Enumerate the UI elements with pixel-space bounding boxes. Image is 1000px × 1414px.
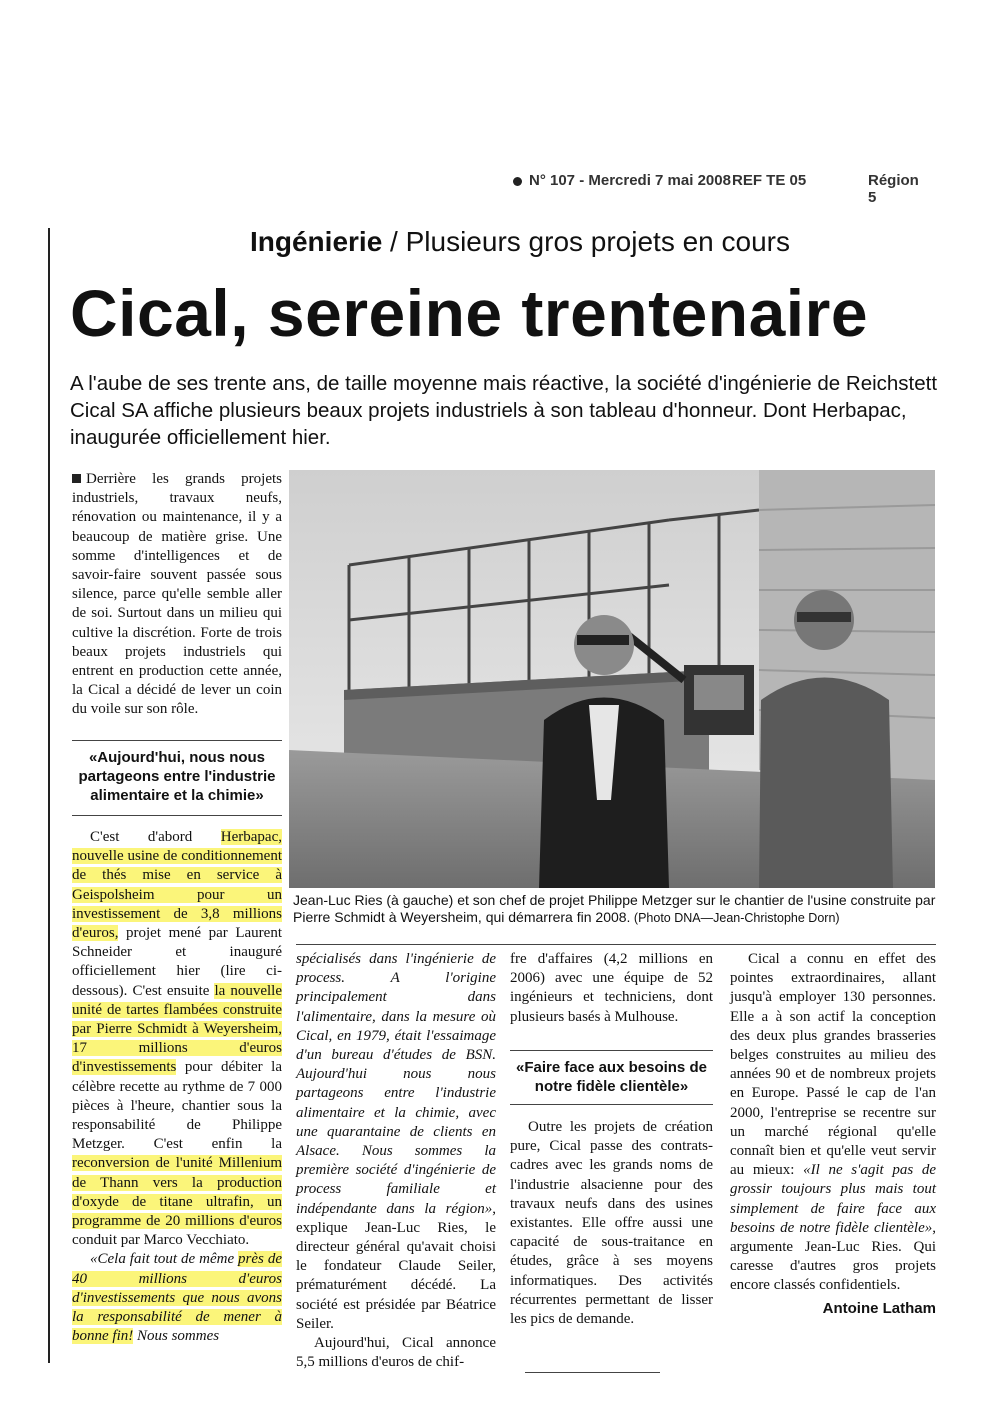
pull-quote-1: «Aujourd'hui, nous nous partageons entre l'industrie alimentaire et la chimie» xyxy=(78,749,276,804)
text-run: projet mené par Laurent Schneider et inauguré officiellement hier (lire ci-dessous). C'est ensuite xyxy=(72,925,282,999)
body-column-2 xyxy=(296,950,496,1372)
text-run: Nous sommes xyxy=(133,1328,220,1345)
issue-date: N° 107 - Mercredi 7 mai 2008 xyxy=(529,172,731,189)
highlighted-text: près de 40 millions d'euros d'investissements que nous avons la responsabilité de mener à bonne fin! xyxy=(72,1251,282,1345)
bullet-dot-icon xyxy=(513,177,522,186)
intro-text: Derrière les grands projets industriels, travaux neufs, rénovation ou maintenance, il y a beaucoup de matière grise. Une somme d'intelligences et de savoir-faire souvent passée sous silence, parce qu'elle semble aller de soi. Surtout dans un milieu qui cultive la discrétion. Forte de trois beaux projets industriels qui entrent en production cette année, la Cical a décidé de lever un coin du voile sur son rôle. xyxy=(72,471,282,718)
caption-rule xyxy=(296,944,936,945)
quote-rule-top xyxy=(72,740,282,741)
caption-text: Jean-Luc Ries (à gauche) et son chef de projet Philippe Metzger sur le chantier de l'usine construite par Pierre Schmidt à Weyersheim, qui démarrera fin 2008. xyxy=(293,892,936,925)
kicker xyxy=(250,226,810,262)
kicker-subtitle: / Plusieurs gros projets en cours xyxy=(382,226,791,257)
text-run: , explique Jean-Luc Ries, le directeur général qu'avait choisi le fondateur Claude Seiler, prématurément décédé. La société est présidée par Béatrice Seiler. xyxy=(296,1200,496,1332)
body-column-3-bottom xyxy=(510,1118,713,1329)
quote-continuation: spécialisés dans l'ingénierie de process. A l'origine principalement dans l'alimentaire, dans la mesure où Cical, en 1979, était l'essaimage d'un bureau d'études de BSN. Aujourd'hui nous nous partageons entre l'industrie alimentaire et la chimie, avec une quarantaine de clients en Alsace. Nous sommes la première société d'ingénierie de process familiale et indépendante dans la région» xyxy=(296,951,496,1217)
intro-column xyxy=(72,470,282,720)
bottom-rule xyxy=(525,1372,660,1373)
text-run: conduit par Marco Vecchiato. xyxy=(72,1232,250,1249)
photo-caption xyxy=(293,892,943,927)
highlighted-text: la nouvelle unité de tartes flambées construite par Pierre Schmidt à Weyersheim, 17 millions d'euros d'investissements xyxy=(72,982,282,1076)
square-bullet-icon xyxy=(72,474,81,483)
body-column-3-top xyxy=(510,950,713,1027)
highlighted-text: Herbapac, nouvelle usine de conditionnement de thés mise en service à Geispolsheim pour un investissement de 3,8 millions d'euros, xyxy=(72,829,282,942)
photo-credit: (Photo DNA—Jean-Christophe Dorn) xyxy=(630,911,840,925)
page-header xyxy=(505,172,925,206)
body-column-4 xyxy=(730,950,936,1296)
reference-code: REF TE 05 xyxy=(732,172,807,189)
quote2-rule-top xyxy=(510,1050,713,1051)
lead-paragraph: A l'aube de ses trente ans, de taille moyenne mais réactive, la société d'ingénierie de Reichstett Cical SA affiche plusieurs beaux projets industriels à son tableau d'honneur. Dont Herbapac, inaugurée officiellement hier. xyxy=(70,372,938,449)
region-label: Région 5 xyxy=(868,172,919,206)
text-run: «Cela fait tout de même xyxy=(90,1251,239,1268)
text-run: Cical a connu en effet des pointes extraordinaires, allant jusqu'à employer 130 personnes. Elle a à son actif la conception des deux plus grandes brasseries belges construites au milieu des années 90 et de nombreux projets en Europe. Passé le cap de l'an 2000, l'entreprise se recentre sur un marché régional qu'elle connaît bien et qu'elle veut servir au mieux: xyxy=(730,951,936,1179)
quote-rule-bottom xyxy=(72,815,282,816)
text-run: , argumente Jean-Luc Ries. Qui caresse d'autres gros projets encore classés confidentiels. xyxy=(730,1219,936,1294)
headline: Cical, sereine trentenaire xyxy=(70,276,869,350)
text-run: pour débiter la célèbre recette au rythme de 7 000 pièces à l'heure, chantier sous la responsabilité de Philippe Metzger. C'est enfin la xyxy=(72,1059,282,1153)
construction-site-photo xyxy=(289,470,935,888)
kicker-section: Ingénierie xyxy=(250,226,383,257)
highlighted-text: reconversion de l'unité Millenium de Thann vers la production d'oxyde de titane ultrafin, un programme de 20 millions d'euros xyxy=(72,1155,282,1230)
revenue-paragraph: Aujourd'hui, Cical annonce 5,5 millions d'euros de chif- xyxy=(296,1335,496,1371)
pull-quote-2: «Faire face aux besoins de notre fidèle clientèle» xyxy=(516,1059,707,1095)
text-run: Outre les projets de création pure, Cical passe des contrats-cadres avec les grands noms de l'industrie alsacienne pour des travaux neufs dans des usines existantes. Elle offre aussi une capacité de sous-traitance en études, grâce à ses moyens informatiques. Des activités récurrentes permettant de lisser les pics de demande. xyxy=(510,1119,713,1328)
body-column-1 xyxy=(72,828,282,1346)
left-column-rule xyxy=(48,228,50,1363)
italic-quote: «Il ne s'agit pas de grossir toujours plus mais tout simplement de faire face aux besoins de notre fidèle clientèle» xyxy=(730,1162,936,1236)
text-run: C'est d'abord xyxy=(90,829,221,845)
text-run: fre d'affaires (4,2 millions en 2006) avec une équipe de 52 ingénieurs et techniciens, dont plusieurs basés à Mulhouse. xyxy=(510,951,713,1025)
author-signature: Antoine Latham xyxy=(822,1300,936,1317)
quote2-rule-bottom xyxy=(510,1104,713,1105)
